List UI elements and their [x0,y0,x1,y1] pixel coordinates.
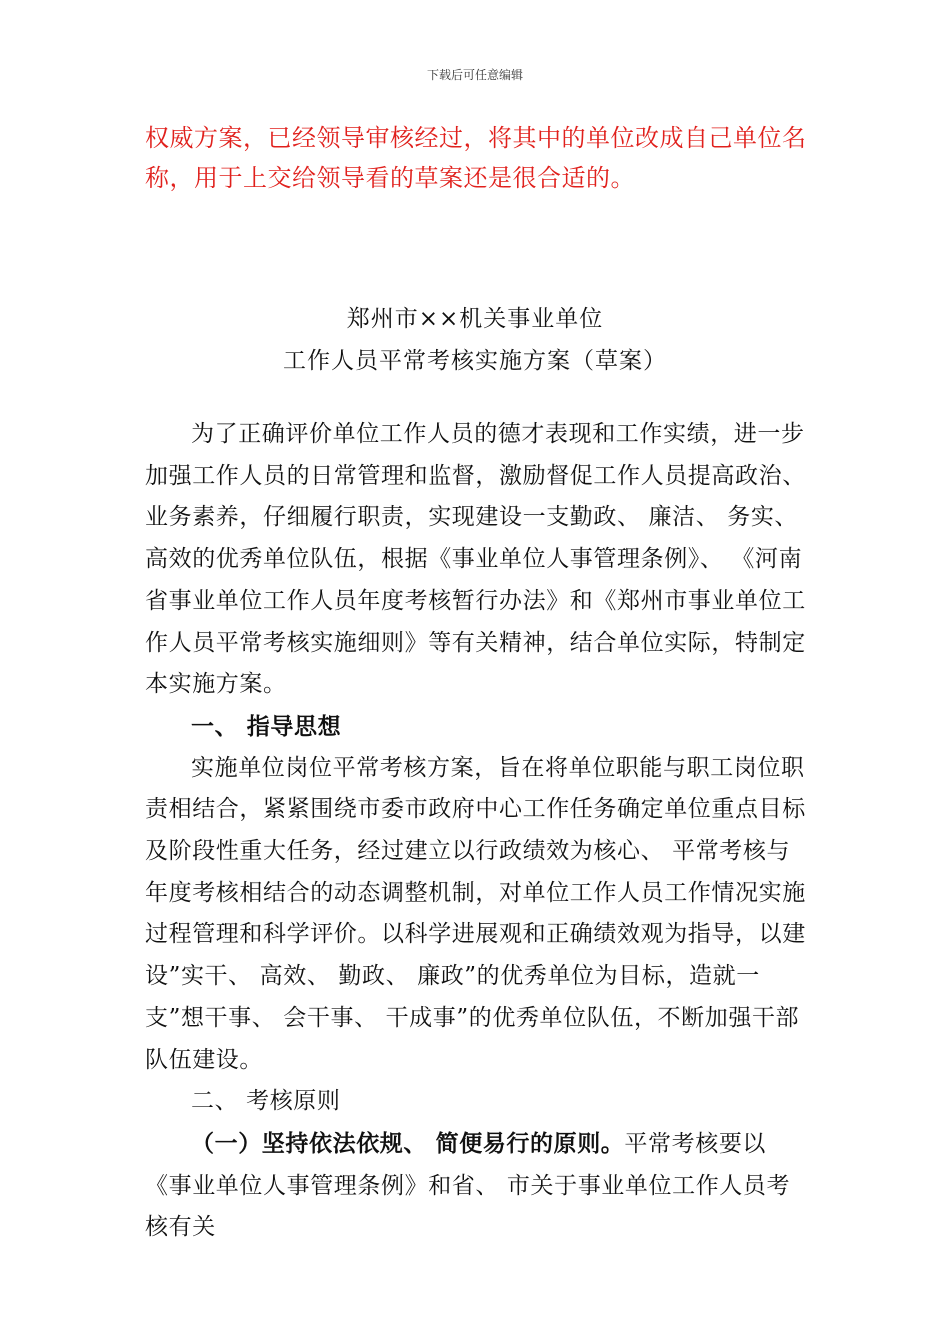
principle-1-text: 平常考核要以《事业单位人事管理条例》和省、 市关于事业单位工作人员考核有关 [145,1130,791,1241]
document-title-line-1: 郑州市××机关事业单位 [346,306,604,332]
red-notice-text: 权威方案，已经领导审核经过，将其中的单位改成自己单位名称，用于上交给领导看的草案还是很合适的。 [145,124,807,192]
page-header-note: 下载后可任意编辑 [426,68,523,82]
document-body [145,414,810,1249]
principle-1-paragraph [145,1123,810,1249]
document-title-line-2: 工作人员平常考核实施方案（草案） [283,348,667,374]
section-1-heading: 一、 指导思想 [191,712,342,740]
section-2-heading: 二、 考核原则 [191,1088,341,1115]
intro-paragraph: 为了正确评价单位工作人员的德才表现和工作实绩，进一步加强工作人员的日常管理和监督，激励督促工作人员提高政治、业务素养，仔细履行职责，实现建设一支勤政、 廉洁、 务实、高效的优秀单位队伍，根据《事业单位人事管理条例》、 《河南省事业单位工作人员年度考核暂行办法》和《郑州市事业单位工作人员平常考核实施细则》等有关精神，结合单位实际，特制定本实施方案。 [145,421,806,698]
section-1-paragraph: 实施单位岗位平常考核方案，旨在将单位职能与职工岗位职责相结合，紧紧围绕市委市政府中心工作任务确定单位重点目标及阶段性重大任务，经过建立以行政绩效为核心、 平常考核与年度考核相结合的动态调整机制，对单位工作人员工作情况实施过程管理和科学评价。以科学进展观和正确绩效观为指导，以建设”实干、 高效、 勤政、 廉政”的优秀单位为目标，造就一支”想干事、 会干事、 干成事”的优秀单位队伍，不断加强干部队伍建设。 [145,754,806,1073]
principle-1-title: （一）坚持依法依规、 简便易行的原则。 [191,1129,625,1157]
